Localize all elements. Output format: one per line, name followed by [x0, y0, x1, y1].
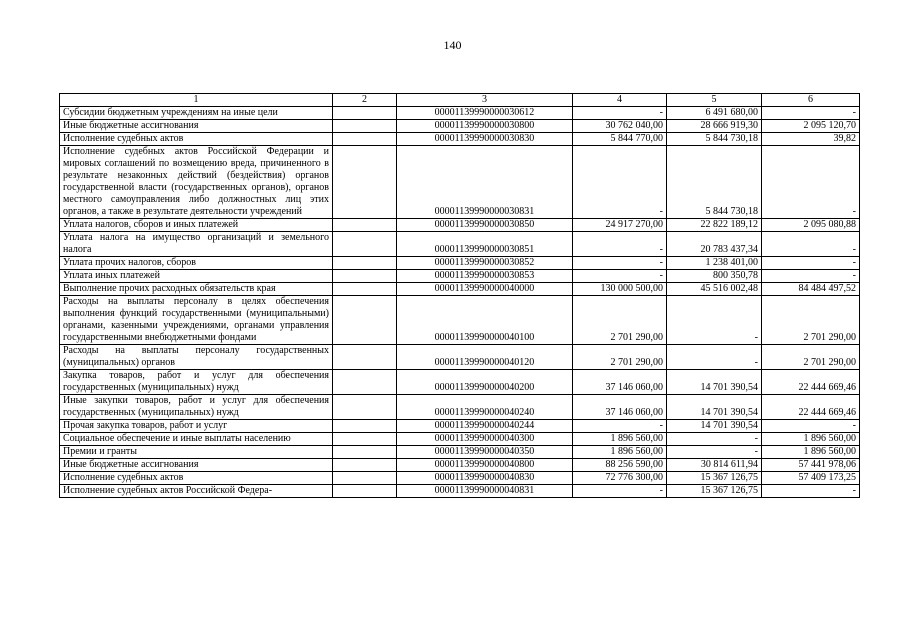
row-name-cell: Уплата налога на имущество организаций и земельного налога: [60, 232, 333, 257]
row-value-col4-cell: 1 896 560,00: [573, 433, 667, 446]
row-col2-cell: [333, 146, 397, 219]
row-code-cell: 00001139990000040000: [397, 283, 573, 296]
row-value-col4-cell: 2 701 290,00: [573, 345, 667, 370]
row-col2-cell: [333, 283, 397, 296]
row-code-cell: 00001139990000030853: [397, 270, 573, 283]
row-value-col4-cell: 37 146 060,00: [573, 370, 667, 395]
row-value-col6-cell: 1 896 560,00: [762, 446, 860, 459]
row-value-col4-cell: 2 701 290,00: [573, 296, 667, 345]
row-col2-cell: [333, 395, 397, 420]
row-value-col4-cell: 5 844 770,00: [573, 133, 667, 146]
row-value-col5-cell: 800 350,78: [667, 270, 762, 283]
column-header: 3: [397, 94, 573, 107]
row-col2-cell: [333, 232, 397, 257]
row-value-col6-cell: 84 484 497,52: [762, 283, 860, 296]
row-value-col5-cell: 30 814 611,94: [667, 459, 762, 472]
row-value-col5-cell: 45 516 002,48: [667, 283, 762, 296]
row-col2-cell: [333, 270, 397, 283]
row-value-col6-cell: 2 095 080,88: [762, 219, 860, 232]
row-value-col4-cell: 24 917 270,00: [573, 219, 667, 232]
row-name-cell: Расходы на выплаты персоналу в целях обеспечения выполнения функций государственными (муниципальными) органами, казенными учреждениями, органами управления государственными внебюджетными фондами: [60, 296, 333, 345]
row-value-col4-cell: -: [573, 232, 667, 257]
row-value-col5-cell: 20 783 437,34: [667, 232, 762, 257]
row-value-col5-cell: 14 701 390,54: [667, 420, 762, 433]
column-header: 4: [573, 94, 667, 107]
row-value-col6-cell: 57 409 173,25: [762, 472, 860, 485]
row-col2-cell: [333, 133, 397, 146]
row-value-col6-cell: -: [762, 485, 860, 498]
row-col2-cell: [333, 296, 397, 345]
row-value-col5-cell: 14 701 390,54: [667, 370, 762, 395]
table-row: [60, 345, 860, 370]
table-row: [60, 485, 860, 498]
column-header: 2: [333, 94, 397, 107]
row-name-cell: Исполнение судебных актов: [60, 472, 333, 485]
row-value-col6-cell: -: [762, 270, 860, 283]
row-value-col5-cell: 15 367 126,75: [667, 485, 762, 498]
row-name-cell: Иные бюджетные ассигнования: [60, 459, 333, 472]
row-value-col6-cell: -: [762, 257, 860, 270]
row-value-col4-cell: 88 256 590,00: [573, 459, 667, 472]
row-name-cell: Уплата иных платежей: [60, 270, 333, 283]
table-row: [60, 433, 860, 446]
row-col2-cell: [333, 257, 397, 270]
row-code-cell: 00001139990000040831: [397, 485, 573, 498]
row-value-col4-cell: 30 762 040,00: [573, 120, 667, 133]
row-name-cell: Исполнение судебных актов Российской Федера-: [60, 485, 333, 498]
row-code-cell: 00001139990000030852: [397, 257, 573, 270]
table-row: [60, 370, 860, 395]
row-name-cell: Выполнение прочих расходных обязательств края: [60, 283, 333, 296]
row-value-col6-cell: 2 095 120,70: [762, 120, 860, 133]
row-col2-cell: [333, 219, 397, 232]
row-name-cell: Иные закупки товаров, работ и услуг для обеспечения государственных (муниципальных) нужд: [60, 395, 333, 420]
row-value-col4-cell: -: [573, 270, 667, 283]
row-col2-cell: [333, 345, 397, 370]
table-row: [60, 257, 860, 270]
table-row: [60, 283, 860, 296]
row-value-col4-cell: 130 000 500,00: [573, 283, 667, 296]
row-col2-cell: [333, 459, 397, 472]
row-col2-cell: [333, 433, 397, 446]
row-value-col6-cell: 39,82: [762, 133, 860, 146]
row-value-col4-cell: 1 896 560,00: [573, 446, 667, 459]
row-code-cell: 00001139990000030850: [397, 219, 573, 232]
row-code-cell: 00001139990000030612: [397, 107, 573, 120]
row-value-col5-cell: 28 666 919,30: [667, 120, 762, 133]
row-name-cell: Исполнение судебных актов Российской Федерации и мировых соглашений по возмещению вреда, причиненного в результате незаконных действий (бездействия) органов государственной власти (государственных органов), органов местного самоуправления либо должностных лиц этих органов, а также в результате деятельности учреждений: [60, 146, 333, 219]
page-number: 140: [443, 38, 462, 52]
table-body: [60, 107, 860, 498]
table-row: [60, 420, 860, 433]
row-name-cell: Прочая закупка товаров, работ и услуг: [60, 420, 333, 433]
row-value-col6-cell: -: [762, 146, 860, 219]
row-value-col4-cell: -: [573, 146, 667, 219]
row-value-col5-cell: -: [667, 433, 762, 446]
row-value-col4-cell: -: [573, 257, 667, 270]
row-code-cell: 00001139990000040350: [397, 446, 573, 459]
row-code-cell: 00001139990000040300: [397, 433, 573, 446]
row-code-cell: 00001139990000040240: [397, 395, 573, 420]
table-row: [60, 107, 860, 120]
row-col2-cell: [333, 485, 397, 498]
row-value-col5-cell: 22 822 189,12: [667, 219, 762, 232]
row-name-cell: Уплата прочих налогов, сборов: [60, 257, 333, 270]
row-code-cell: 00001139990000030800: [397, 120, 573, 133]
row-code-cell: 00001139990000040830: [397, 472, 573, 485]
row-value-col5-cell: 6 491 680,00: [667, 107, 762, 120]
row-col2-cell: [333, 370, 397, 395]
row-value-col6-cell: -: [762, 107, 860, 120]
row-value-col6-cell: 2 701 290,00: [762, 296, 860, 345]
row-code-cell: 00001139990000040100: [397, 296, 573, 345]
column-header: 6: [762, 94, 860, 107]
row-code-cell: 00001139990000040800: [397, 459, 573, 472]
table-row: [60, 120, 860, 133]
row-value-col6-cell: 22 444 669,46: [762, 370, 860, 395]
row-code-cell: 00001139990000040200: [397, 370, 573, 395]
table-row: [60, 232, 860, 257]
column-header: 5: [667, 94, 762, 107]
row-col2-cell: [333, 472, 397, 485]
row-name-cell: Иные бюджетные ассигнования: [60, 120, 333, 133]
row-value-col5-cell: 15 367 126,75: [667, 472, 762, 485]
row-value-col4-cell: 37 146 060,00: [573, 395, 667, 420]
row-value-col5-cell: 14 701 390,54: [667, 395, 762, 420]
row-col2-cell: [333, 120, 397, 133]
row-value-col6-cell: 2 701 290,00: [762, 345, 860, 370]
row-value-col5-cell: 5 844 730,18: [667, 146, 762, 219]
row-code-cell: 00001139990000040244: [397, 420, 573, 433]
row-value-col6-cell: 1 896 560,00: [762, 433, 860, 446]
row-value-col6-cell: -: [762, 420, 860, 433]
row-value-col4-cell: -: [573, 107, 667, 120]
table-row: [60, 459, 860, 472]
table-row: [60, 133, 860, 146]
row-code-cell: 00001139990000030830: [397, 133, 573, 146]
table-row: [60, 395, 860, 420]
row-code-cell: 00001139990000040120: [397, 345, 573, 370]
table-row: [60, 296, 860, 345]
table-row: [60, 446, 860, 459]
table-row: [60, 146, 860, 219]
row-code-cell: 00001139990000030851: [397, 232, 573, 257]
row-col2-cell: [333, 446, 397, 459]
row-value-col6-cell: 57 441 978,06: [762, 459, 860, 472]
row-name-cell: Субсидии бюджетным учреждениям на иные цели: [60, 107, 333, 120]
table-row: [60, 270, 860, 283]
row-value-col6-cell: 22 444 669,46: [762, 395, 860, 420]
row-col2-cell: [333, 420, 397, 433]
row-name-cell: Премии и гранты: [60, 446, 333, 459]
row-name-cell: Исполнение судебных актов: [60, 133, 333, 146]
row-value-col4-cell: 72 776 300,00: [573, 472, 667, 485]
row-col2-cell: [333, 107, 397, 120]
row-name-cell: Расходы на выплаты персоналу государственных (муниципальных) органов: [60, 345, 333, 370]
column-header: 1: [60, 94, 333, 107]
budget-table: [59, 93, 860, 498]
row-value-col5-cell: -: [667, 446, 762, 459]
row-value-col5-cell: 1 238 401,00: [667, 257, 762, 270]
row-value-col5-cell: -: [667, 345, 762, 370]
row-name-cell: Закупка товаров, работ и услуг для обеспечения государственных (муниципальных) нужд: [60, 370, 333, 395]
row-value-col5-cell: -: [667, 296, 762, 345]
row-value-col6-cell: -: [762, 232, 860, 257]
row-name-cell: Уплата налогов, сборов и иных платежей: [60, 219, 333, 232]
row-name-cell: Социальное обеспечение и иные выплаты населению: [60, 433, 333, 446]
row-code-cell: 00001139990000030831: [397, 146, 573, 219]
table-row: [60, 472, 860, 485]
row-value-col4-cell: -: [573, 485, 667, 498]
row-value-col4-cell: -: [573, 420, 667, 433]
table-row: [60, 219, 860, 232]
table-header-row: [60, 94, 860, 107]
row-value-col5-cell: 5 844 730,18: [667, 133, 762, 146]
